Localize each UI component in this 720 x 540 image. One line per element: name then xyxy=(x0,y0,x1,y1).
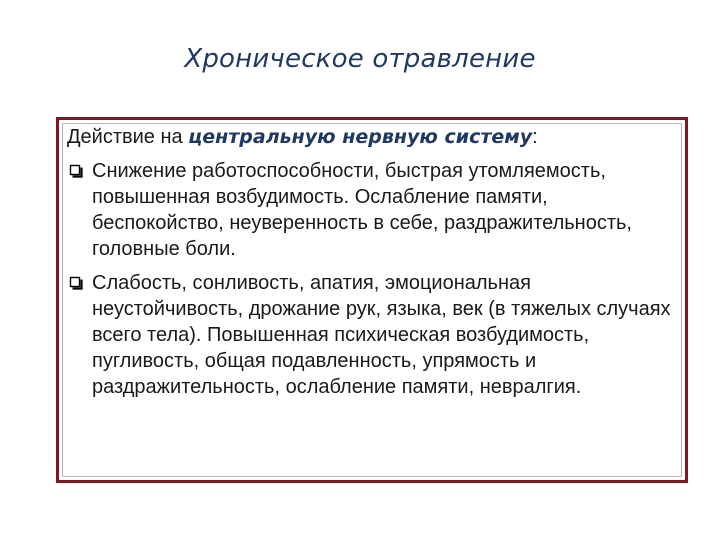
intro-suffix: : xyxy=(532,126,538,148)
hollow-square-bullet-icon xyxy=(69,164,83,178)
intro-prefix: Действие на xyxy=(67,126,189,148)
bullet-text: Снижение работоспособности, быстрая утомляемость, повышенная возбудимость. Ослабление памяти, беспокойство, неуверенность в себе, раздражительность, головные боли. xyxy=(92,160,632,260)
intro-line xyxy=(67,124,679,150)
bullet-item xyxy=(67,158,679,262)
intro-emphasis: центральную нервную систему xyxy=(188,126,533,148)
bullet-text: Слабость, сонливость, апатия, эмоциональная неустойчивость, дрожание рук, языка, век (в тяжелых случаях всего тела). Повышенная психическая возбудимость, пугливость, общая подавленность, упрямость и раздражительность, ослабление памяти, невралгия. xyxy=(92,272,671,398)
bullet-item xyxy=(67,270,679,400)
hollow-square-bullet-icon xyxy=(69,276,83,290)
content-body xyxy=(67,124,679,408)
slide-title: Хроническое отравление xyxy=(184,44,536,74)
content-frame xyxy=(56,117,688,483)
